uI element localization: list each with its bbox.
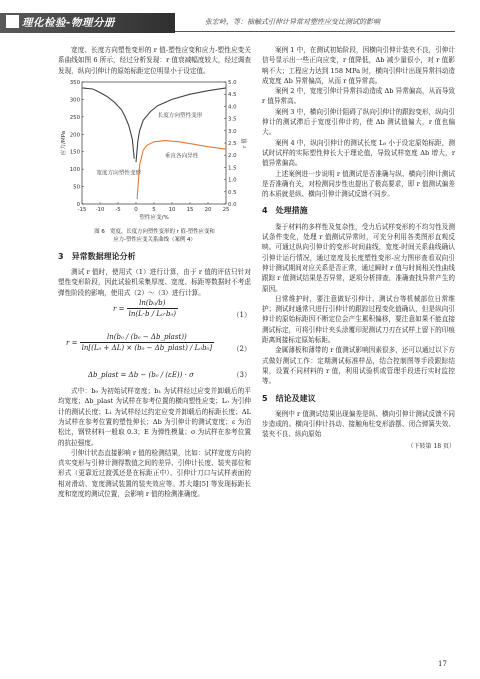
annotation-r-value: 垂直各向异性 — [164, 153, 199, 160]
page-header — [0, 0, 480, 40]
section-5-paragraph-1: 案例中 r 值测试结果出现偏差是纵、横向引伸计测试反馈不同步造成的。横向引伸计抖动、接触角柱变形游摆、闭合弹簧失效、装夹不良、纵向原始 — [262, 409, 455, 439]
equation-3-body: Δb_plast = Δb − (b₀ / (εE)) · σ — [88, 371, 194, 380]
case-1-paragraph: 案例 1 中，在测试初始阶段，因横向引伸计装夹不良，引伸计信号显示出一些正向应变，r 值降低，Δb 减少量很小，对 r 值影响不大；工程应力达到 158 MPa 时，横向引伸计出现异常抖动造成宽度 Δb 异常偏高，从而 r 值异常高。 — [262, 46, 455, 85]
equation-3 — [58, 366, 251, 386]
equation-2 — [58, 332, 251, 366]
chart-svg — [58, 76, 251, 226]
summary-paragraph: 上述案例进一步说明 r 值测试是否准确与纵、横向引伸计测试是否准确有关，对检测同步性也提出了极高要求，即 r 值测试偏差的本质就是纵、横向引伸计测试反馈不同步。 — [262, 169, 455, 199]
section-4-paragraph-1: 鉴于材料的多样性及复杂性，受力后试样变形的不均匀性及测试条件变化，处理 r 值测试异常时，可充分利用各类图形直观反映。可通过纵向引伸计的变形-时间曲线，宽度-时间关系曲线确认引伸计运行情况，通过宽度及长度塑性变形-应力图形查看双向引伸计测试期间对应关系是否正常，通过瞬时 r 值与时间相关性曲线跟踪 r 值测试结果是否异常，逐项分析排查，准确查找异常产生的原因。 — [262, 222, 455, 293]
section-5-title: 5 结论及建议 — [262, 393, 316, 403]
figure-caption-line2: 应力-塑性应变关系曲线（案例 4） — [113, 237, 196, 244]
x-tick-label: 5 — [152, 206, 156, 213]
section-3-paragraph-3: 引伸计状态直接影响 r 值的检测结果，比如：试样宽度方向的真实变形与引伸计测得数值之间的差异、引伸计长度、装夹部位和形式（更靠近过渡弧还是在标距正中）、引伸计刀口与试样表面的相对滑动、宽度测试装置的装夹效应等。苏大雄[5] 等发现标距长度和宽度的测试位置，会影响 r 值的检测准确度。 — [58, 448, 251, 499]
equation-2-label: （2） — [232, 345, 251, 354]
section-4-paragraph-3: 金属薄板和薄带的 r 值测试影响因素很多，还可以通过以下方式做好测试工作：定期测试标准样品，结合控制图等手段跟踪结果，设置不同材料的 r 值，利用试验机或管理手段进行实时监控等。 — [262, 346, 455, 386]
y-left-tick-label: 0 — [76, 201, 80, 208]
equation-2-lhs: r = — [66, 338, 78, 347]
left-column — [58, 45, 251, 499]
series-line-1 — [82, 88, 134, 159]
series-line-2 — [136, 88, 226, 162]
y-right-tick-label: 0.5 — [228, 189, 237, 196]
y-right-tick-label: 4.0 — [228, 104, 237, 111]
y-left-tick-label: 350 — [69, 79, 80, 86]
equation-1-lhs: r = — [113, 304, 125, 313]
intro-paragraph: 宽度、长度方向塑性变形的 r 值-塑性应变和应力-塑性应变关系曲线如图 6 所示，经过分析发现：r 值衰减幅度较大，经过调查发现，纵向引伸计的原始标距定位明显小于设定值。 — [58, 46, 251, 75]
y-right-tick-label: 1.5 — [228, 165, 237, 172]
y-left-tick-label: 250 — [69, 114, 80, 121]
case-3-paragraph: 案例 3 中，横向引伸计阻碍了纵向引伸计的跟踪变形，纵向引伸计的测试滞后于宽度引伸计的，使 Δb 测试值偏大，r 值也偏大。 — [262, 107, 455, 137]
equation-3-label: （3） — [232, 371, 251, 380]
y-left-tick-label: 300 — [69, 97, 80, 104]
annotation-length-deformation: 长度方向塑性变形 — [157, 112, 203, 119]
journal-logo-text: 理化检验-物理分册 — [22, 17, 115, 29]
equation-1-numerator: ln(b₀/b) — [127, 298, 178, 309]
figure-6-chart — [58, 76, 251, 226]
continued-note: （下转第 18 页） — [407, 442, 455, 450]
section-4-title: 4 处理措施 — [262, 206, 308, 216]
section-3-title: 3 异常数据理论分析 — [58, 251, 136, 261]
case-2-paragraph: 案例 2 中，宽度引伸计异常抖动造成 Δb 异常偏高，从而导致 r 值异常高。 — [262, 87, 455, 106]
running-head: 张宏岭，等：抽触式引伸计异常对塑性应变比测试的影响 — [205, 18, 380, 26]
equation-1 — [58, 298, 251, 332]
x-tick-label: 10 — [168, 206, 176, 213]
page-number: 17 — [438, 660, 447, 668]
annotation-width-deformation: 宽度方向塑性变形 — [96, 170, 142, 177]
y-right-tick-label: 5.0 — [228, 79, 237, 86]
y-right-tick-label: 3.0 — [228, 128, 237, 135]
y-left-tick-label: 200 — [69, 132, 80, 139]
x-tick-label: -5 — [115, 206, 121, 213]
case-4-paragraph: 案例 4 中，纵向引伸计的测试长度 L₀ 小于设定原始标距，测试时试样的实际塑性伸长大于理论值，导致试样宽度 Δb 增大，r 值异常偏高。 — [262, 138, 455, 168]
x-axis-label: 塑性应变/% — [139, 214, 169, 221]
section-4-paragraph-2: 日常维护时，要注意做好引伸计、测试台等机械部位日常维护；测试时通常只进行引伸计的跟踪过程变化值确认，但是纵向引伸计的原始标距因不断定位会产生累积偏移，要注意如果不能直接测试标定，可将引伸计夹头涂覆印泥测试刀刃在试样上留下的印痕距离间接标定原始标距。 — [262, 294, 455, 345]
equation-1-denominator: ln(L·b / L₀·b₀) — [128, 310, 177, 319]
section-3-paragraph-1: 测试 r 值时，使用式（1）进行计算，由于 r 值的评估只针对塑性变形阶段，因此试验机采集厚度、宽度、标距等数据时不考虑弹性阶段的影响，使用式（2）～（3）进行计算。 — [58, 268, 251, 297]
journal-logo-icon — [6, 15, 19, 28]
y-left-tick-label: 100 — [69, 167, 80, 174]
x-tick-label: -15 — [77, 206, 87, 213]
y-right-tick-label: 3.5 — [228, 116, 237, 123]
x-tick-label: 25 — [222, 206, 230, 213]
y-left-tick-label: 50 — [73, 184, 80, 191]
equation-2-denominator: ln[(L₀ + ΔL) × (b₀ − Δb_plast) / L₀b₀] — [81, 344, 213, 353]
x-tick-label: 0 — [134, 206, 138, 213]
header-rule — [175, 31, 455, 32]
y-left-axis-label: 应力/MPa — [61, 130, 67, 156]
symbol-definitions-paragraph: 式中：b₀ 为初始试样宽度；b₁ 为试样经过应变并卸载后的平均宽度；Δb_plast 为试样在参考位置的横向塑性应变；L₀ 为引伸计的测试长度；L₁ 为试样经过约定应变并卸载后的标距长度；ΔL 为试样在参考位置的塑性伸长；Δb 为引伸计的测试宽度；ε 为泊松比，钢铁材料一般取 0.3；E 为弹性模量；σ 为试样在参考位置的抗拉强度。 — [58, 387, 251, 447]
x-tick-label: 15 — [186, 206, 194, 213]
y-left-tick-label: 150 — [69, 149, 80, 156]
right-column — [262, 45, 455, 452]
y-right-axis-label: r 值 — [242, 138, 248, 148]
figure-caption — [58, 228, 251, 245]
plot-frame — [82, 82, 226, 204]
y-right-tick-label: 0.0 — [228, 201, 237, 208]
x-tick-label: 20 — [204, 206, 212, 213]
series-line-3 — [137, 140, 226, 199]
y-right-tick-label: 4.5 — [228, 92, 237, 99]
x-tick-label: -10 — [95, 206, 105, 213]
equation-1-label: （1） — [232, 311, 251, 320]
y-right-tick-label: 1.0 — [228, 177, 237, 184]
equation-2-numerator: ln(b₀ / (b₀ − Δb_plast)) — [80, 332, 214, 343]
y-right-tick-label: 2.0 — [228, 153, 237, 160]
y-right-tick-label: 2.5 — [228, 140, 237, 147]
figure-caption-line1: 图 6 宽度、长度方向塑性变形的 r 值-塑性应变和 — [94, 228, 215, 235]
